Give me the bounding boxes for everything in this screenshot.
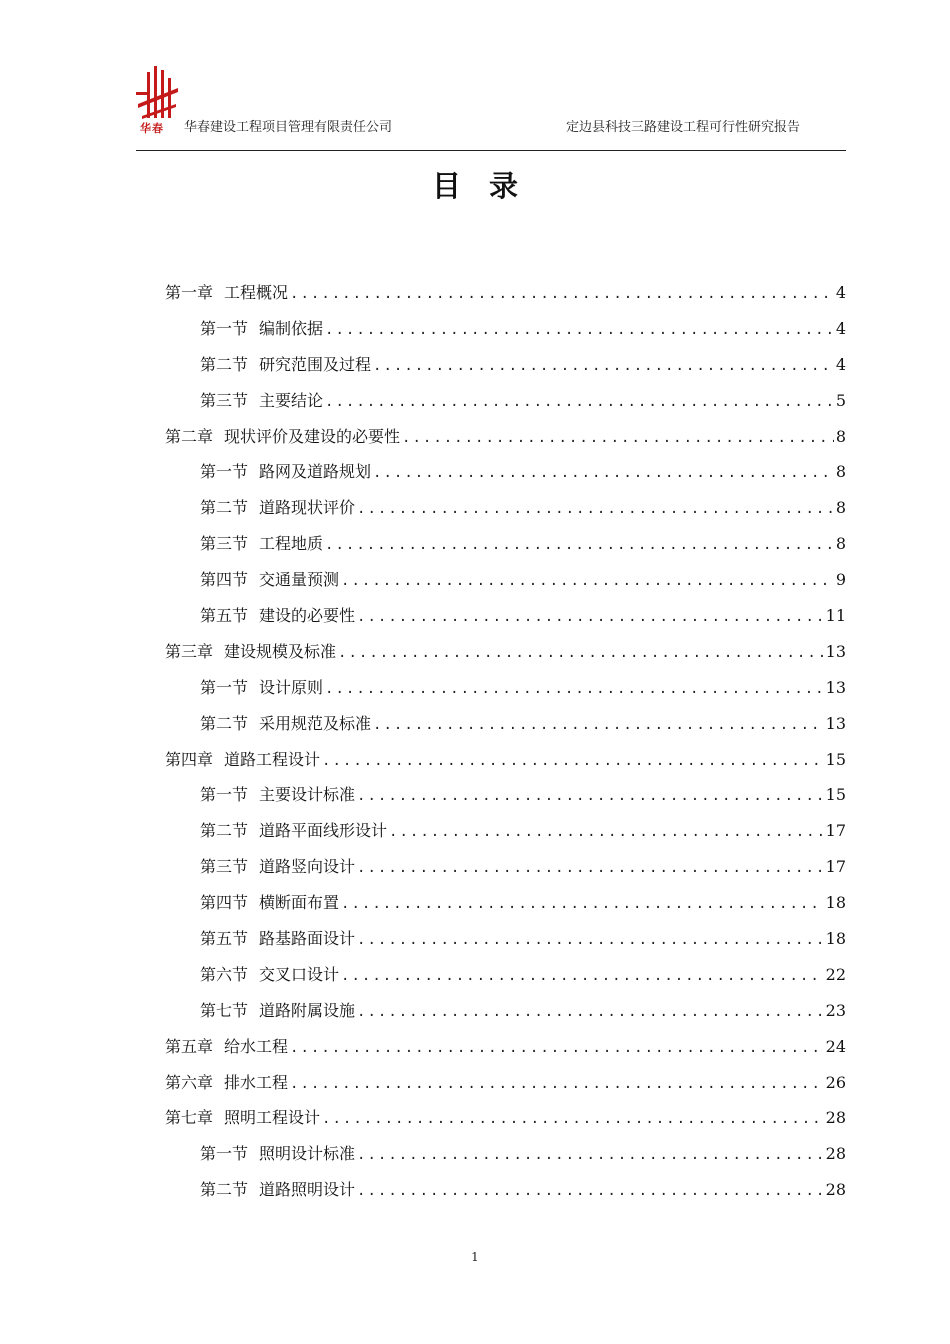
toc-leader-dots [357, 1138, 824, 1172]
toc-entry-number: 第三节 [200, 534, 249, 554]
toc-entry-page: 17 [825, 821, 846, 841]
toc-entry-title: 照明工程设计 [224, 1108, 321, 1128]
logo-text: 华春 [140, 122, 164, 135]
toc-entry-title: 道路竖向设计 [259, 857, 356, 877]
toc-entry-page: 15 [825, 785, 846, 805]
toc-entry-number: 第四节 [200, 570, 249, 590]
toc-entry[interactable] [165, 993, 846, 1029]
toc-entry-page: 4 [835, 283, 846, 302]
toc-entry-page: 4 [835, 318, 846, 338]
toc-leader-dots [373, 456, 834, 490]
toc-entry-title: 交叉口设计 [259, 964, 340, 984]
toc-entry-number: 第三节 [200, 857, 249, 877]
toc-leader-dots [357, 995, 824, 1029]
toc-entry-number: 第五节 [200, 929, 249, 949]
toc-entry[interactable] [165, 598, 846, 634]
toc-entry-title: 建设规模及标准 [224, 641, 337, 661]
report-title: 定边县科技三路建设工程可行性研究报告 [565, 120, 800, 135]
toc-entry-title: 主要设计标准 [259, 785, 356, 805]
toc-entry-page: 18 [825, 929, 846, 949]
toc-entry-title: 编制依据 [259, 318, 324, 338]
toc-entry-title: 道路附属设施 [259, 1000, 356, 1020]
toc-entry-page: 11 [825, 606, 846, 626]
toc-entry-number: 第五节 [200, 606, 249, 626]
toc-entry-title: 研究范围及过程 [259, 354, 372, 374]
toc-entry-title: 建设的必要性 [259, 606, 356, 626]
toc-entry[interactable] [165, 1172, 846, 1208]
toc-entry-title: 横断面布置 [259, 893, 340, 913]
toc-entry[interactable] [165, 1100, 846, 1136]
toc-leader-dots [338, 636, 824, 670]
toc-entry-number: 第一节 [200, 462, 249, 482]
toc-leader-dots [357, 492, 834, 526]
toc-entry-page: 18 [825, 893, 846, 913]
toc-entry-page: 13 [825, 713, 846, 733]
toc-entry[interactable] [165, 490, 846, 526]
toc-leader-dots [373, 349, 834, 383]
toc-entry-number: 第四节 [200, 893, 249, 913]
toc-entry[interactable] [165, 383, 846, 419]
toc-entry-title: 工程概况 [224, 283, 289, 302]
toc-entry-page: 28 [825, 1108, 846, 1128]
toc-entry[interactable] [165, 311, 846, 347]
toc-entry-number: 第一节 [200, 785, 249, 805]
toc-entry-title: 路基路面设计 [259, 929, 356, 949]
toc-leader-dots [341, 959, 824, 993]
toc-entry-number: 第五章 [165, 1036, 214, 1056]
toc-entry-title: 照明设计标准 [259, 1144, 356, 1164]
toc-leader-dots [325, 313, 834, 347]
toc-entry-number: 第二节 [200, 1180, 249, 1200]
toc-entry-number: 第三章 [165, 641, 214, 661]
toc-entry[interactable] [165, 275, 846, 311]
toc-entry-number: 第一节 [200, 677, 249, 697]
toc-leader-dots [290, 277, 834, 311]
toc-entry[interactable] [165, 634, 846, 670]
toc-entry[interactable] [165, 1136, 846, 1172]
toc-entry[interactable] [165, 526, 846, 562]
toc-entry[interactable] [165, 1029, 846, 1065]
toc-entry[interactable] [165, 813, 846, 849]
toc-leader-dots [341, 887, 824, 921]
toc-entry[interactable] [165, 454, 846, 490]
toc-entry-page: 9 [835, 570, 846, 590]
toc-entry-number: 第二节 [200, 713, 249, 733]
table-of-contents [165, 275, 846, 1208]
toc-entry-number: 第一节 [200, 318, 249, 338]
toc-entry-title: 道路照明设计 [259, 1180, 356, 1200]
toc-entry-number: 第七章 [165, 1108, 214, 1128]
toc-entry-page: 26 [825, 1072, 846, 1092]
toc-entry-page: 4 [835, 354, 846, 374]
toc-leader-dots [325, 385, 834, 419]
toc-entry-title: 交通量预测 [259, 570, 340, 590]
toc-entry-number: 第一章 [165, 283, 214, 302]
toc-entry-page: 8 [835, 426, 846, 446]
toc-entry[interactable] [165, 849, 846, 885]
toc-entry-page: 28 [825, 1180, 846, 1200]
toc-entry[interactable] [165, 419, 846, 455]
toc-entry-number: 第六节 [200, 964, 249, 984]
toc-entry-number: 第二节 [200, 498, 249, 518]
toc-entry[interactable] [165, 742, 846, 778]
toc-entry[interactable] [165, 885, 846, 921]
toc-entry[interactable] [165, 670, 846, 706]
toc-entry-page: 23 [825, 1000, 846, 1020]
toc-entry-title: 排水工程 [224, 1072, 289, 1092]
toc-entry-number: 第一节 [200, 1144, 249, 1164]
toc-leader-dots [325, 528, 834, 562]
toc-leader-dots [290, 1031, 824, 1065]
toc-entry-title: 给水工程 [224, 1036, 289, 1056]
toc-entry[interactable] [165, 921, 846, 957]
toc-entry-page: 5 [835, 390, 846, 410]
toc-leader-dots [322, 1102, 824, 1136]
toc-entry-page: 28 [825, 1144, 846, 1164]
toc-leader-dots [389, 815, 824, 849]
toc-entry[interactable] [165, 706, 846, 742]
toc-entry-page: 13 [825, 641, 846, 661]
toc-entry-title: 道路平面线形设计 [259, 821, 388, 841]
toc-leader-dots [325, 672, 824, 706]
toc-leader-dots [357, 600, 824, 634]
toc-entry-title: 道路现状评价 [259, 498, 356, 518]
page-number: 1 [471, 1250, 479, 1264]
toc-leader-dots [373, 708, 824, 742]
company-name: 华春建设工程项目管理有限责任公司 [184, 120, 393, 135]
toc-leader-dots [322, 744, 824, 778]
toc-entry-title: 采用规范及标准 [259, 713, 372, 733]
toc-leader-dots [357, 923, 824, 957]
toc-entry-number: 第七节 [200, 1000, 249, 1020]
toc-leader-dots [357, 851, 824, 885]
toc-leader-dots [402, 421, 834, 455]
toc-leader-dots [290, 1067, 824, 1101]
toc-leader-dots [357, 1174, 824, 1208]
toc-entry-number: 第三节 [200, 390, 249, 410]
toc-entry[interactable] [165, 1065, 846, 1101]
toc-entry-page: 22 [825, 964, 846, 984]
toc-entry[interactable] [165, 347, 846, 383]
toc-entry-page: 24 [825, 1036, 846, 1056]
toc-entry-page: 8 [835, 498, 846, 518]
toc-entry-page: 8 [835, 462, 846, 482]
page-header [136, 64, 846, 151]
toc-entry-title: 路网及道路规划 [259, 462, 372, 482]
toc-entry[interactable] [165, 562, 846, 598]
toc-entry-title: 设计原则 [259, 677, 324, 697]
toc-leader-dots [357, 779, 824, 813]
toc-entry-title: 道路工程设计 [224, 749, 321, 769]
toc-entry-title: 工程地质 [259, 534, 324, 554]
toc-entry-title: 主要结论 [259, 390, 324, 410]
toc-entry-number: 第二节 [200, 821, 249, 841]
toc-entry[interactable] [165, 957, 846, 993]
toc-entry-page: 8 [835, 534, 846, 554]
toc-entry-page: 17 [825, 857, 846, 877]
toc-entry-number: 第四章 [165, 749, 214, 769]
toc-entry-title: 现状评价及建设的必要性 [224, 426, 401, 446]
toc-entry-number: 第六章 [165, 1072, 214, 1092]
toc-entry-number: 第二节 [200, 354, 249, 374]
toc-entry[interactable] [165, 777, 846, 813]
page-title: 目录 [431, 169, 546, 203]
toc-leader-dots [341, 564, 834, 598]
toc-entry-page: 13 [825, 677, 846, 697]
toc-entry-page: 15 [825, 749, 846, 769]
toc-entry-number: 第二章 [165, 426, 214, 446]
